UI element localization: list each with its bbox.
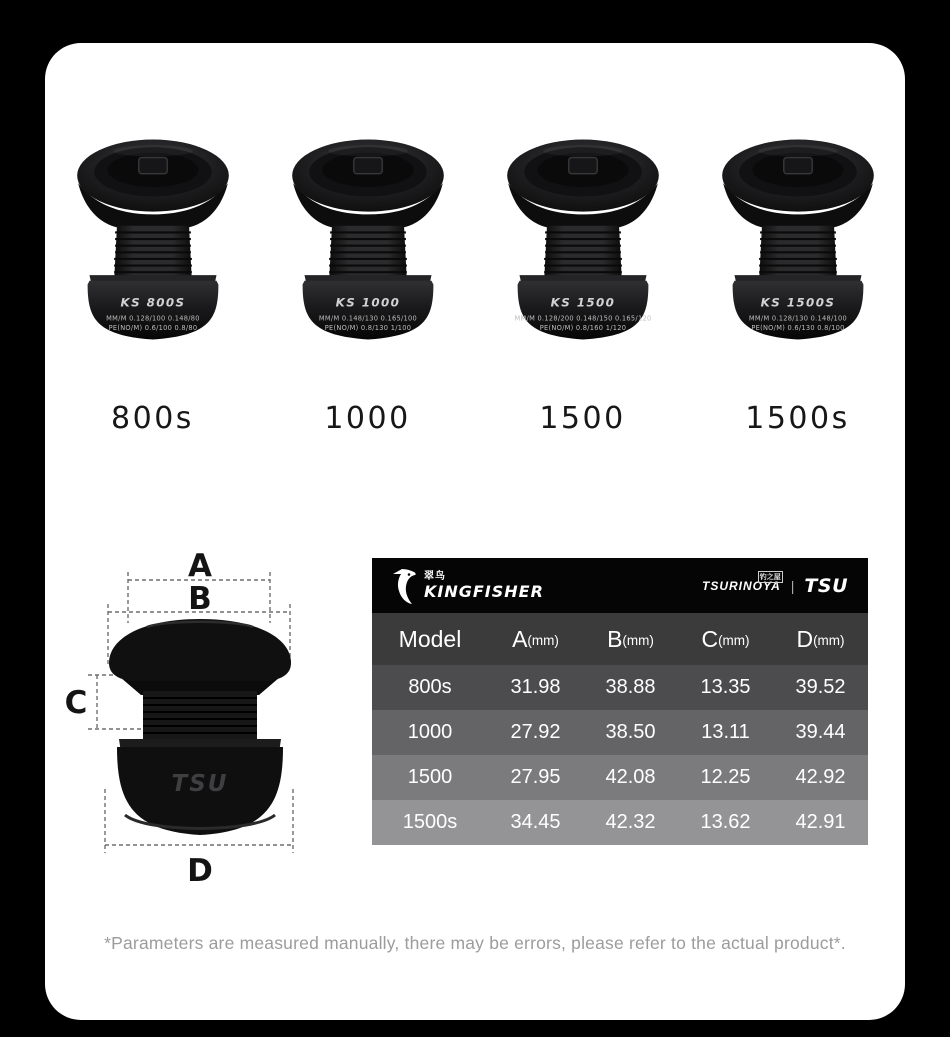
cell-model: 800s bbox=[408, 676, 452, 698]
cell-b: 42.08 bbox=[605, 766, 656, 788]
dim-label-a: A bbox=[188, 548, 212, 584]
model-label-1500: 1500 bbox=[539, 400, 626, 436]
cell-b: 38.88 bbox=[605, 676, 656, 698]
dim-label-b: B bbox=[188, 581, 212, 617]
spool-engraving-spec2: PE(NO/M) 0.8/130 1/100 bbox=[324, 324, 411, 333]
spool-engraving-title: KS 800S bbox=[120, 295, 185, 310]
table-row-1500s bbox=[372, 800, 868, 845]
spool-engraving-spec1: MM/M 0.128/100 0.148/80 bbox=[105, 314, 200, 323]
cell-c: 12.25 bbox=[700, 766, 751, 788]
spool-photo-1500 bbox=[483, 131, 683, 349]
cell-a: 34.45 bbox=[510, 811, 561, 833]
col-header-b: B (mm) bbox=[607, 625, 654, 652]
col-header-model: Model bbox=[398, 625, 462, 652]
brand-chinese: 翠鸟 bbox=[424, 570, 446, 582]
cell-a: 27.92 bbox=[510, 721, 561, 743]
spool-image bbox=[57, 131, 249, 349]
model-label-1500s: 1500s bbox=[745, 400, 850, 436]
partner-chinese-badge: 钓之屋 bbox=[758, 571, 783, 583]
col-header-d: D (mm) bbox=[796, 625, 845, 652]
cell-a: 31.98 bbox=[510, 676, 561, 698]
kingfisher-bird-icon bbox=[392, 567, 418, 605]
spool-image bbox=[487, 131, 679, 349]
cell-model: 1000 bbox=[407, 721, 453, 743]
dimension-diagram bbox=[63, 543, 373, 888]
cell-model: 1500 bbox=[407, 766, 453, 788]
diagram-spool-cap bbox=[109, 619, 291, 681]
table-header-row bbox=[372, 613, 868, 665]
cell-d: 42.91 bbox=[795, 811, 846, 833]
table-row-1000 bbox=[372, 710, 868, 755]
spool-image bbox=[272, 131, 464, 349]
col-header-a: A (mm) bbox=[512, 625, 559, 652]
spool-photos-row bbox=[45, 131, 905, 351]
dim-label-c: C bbox=[64, 685, 88, 721]
spool-engraving-spec2: PE(NO/M) 0.8/160 1/120 bbox=[539, 324, 626, 333]
spool-photo-1000 bbox=[268, 131, 468, 349]
spool-engraving-title: KS 1000 bbox=[335, 295, 400, 310]
cell-c: 13.11 bbox=[701, 721, 750, 743]
partner-brand: TSURINOYA 钓之屋 bbox=[702, 579, 781, 593]
model-label-800s: 800s bbox=[111, 400, 194, 436]
spool-engraving-spec1: MM/M 0.128/130 0.148/100 bbox=[748, 314, 847, 323]
brand-divider: | bbox=[790, 577, 795, 594]
spool-photo-800s bbox=[53, 131, 253, 349]
dim-label-d: D bbox=[187, 853, 213, 888]
product-card bbox=[45, 43, 905, 1020]
disclaimer-footnote: *Parameters are measured manually, there may be errors, please refer to the actual product*. bbox=[104, 933, 846, 953]
spool-engraving-title: KS 1500S bbox=[760, 295, 835, 310]
spool-photo-1500s bbox=[698, 131, 898, 349]
cell-d: 42.92 bbox=[795, 766, 846, 788]
tsu-logo: TSU bbox=[804, 574, 848, 597]
brand-name: KINGFISHER bbox=[424, 581, 544, 601]
spec-table bbox=[372, 558, 868, 845]
table-row-1500 bbox=[372, 755, 868, 800]
cell-c: 13.35 bbox=[700, 676, 751, 698]
model-label-1000: 1000 bbox=[324, 400, 411, 436]
cell-d: 39.52 bbox=[795, 676, 846, 698]
cell-b: 42.32 bbox=[605, 811, 656, 833]
cell-model: 1500s bbox=[402, 811, 458, 833]
spool-engraving-spec1: MM/M 0.128/200 0.148/150 0.165/120 bbox=[514, 314, 651, 323]
model-labels-row bbox=[45, 395, 905, 441]
bottom-section bbox=[45, 543, 905, 903]
brand-text bbox=[424, 572, 544, 600]
spool-engraving-spec2: PE(NO/M) 0.6/130 0.8/100 bbox=[750, 324, 845, 333]
spool-engraving-spec1: MM/M 0.148/130 0.165/100 bbox=[318, 314, 417, 323]
brand-left bbox=[392, 567, 544, 605]
table-brand-bar bbox=[372, 558, 868, 613]
spool-engraving-title: KS 1500 bbox=[550, 295, 615, 310]
cell-a: 27.95 bbox=[510, 766, 561, 788]
col-header-c: C (mm) bbox=[701, 625, 750, 652]
diagram-tsu-logo: TSU bbox=[171, 771, 229, 797]
spool-image bbox=[702, 131, 894, 349]
cell-d: 39.44 bbox=[795, 721, 846, 743]
table-row-800s bbox=[372, 665, 868, 710]
brand-right bbox=[702, 575, 848, 597]
spool-engraving-spec2: PE(NO/M) 0.6/100 0.8/80 bbox=[108, 324, 197, 333]
cell-c: 13.62 bbox=[700, 811, 751, 833]
cell-b: 38.50 bbox=[605, 721, 656, 743]
